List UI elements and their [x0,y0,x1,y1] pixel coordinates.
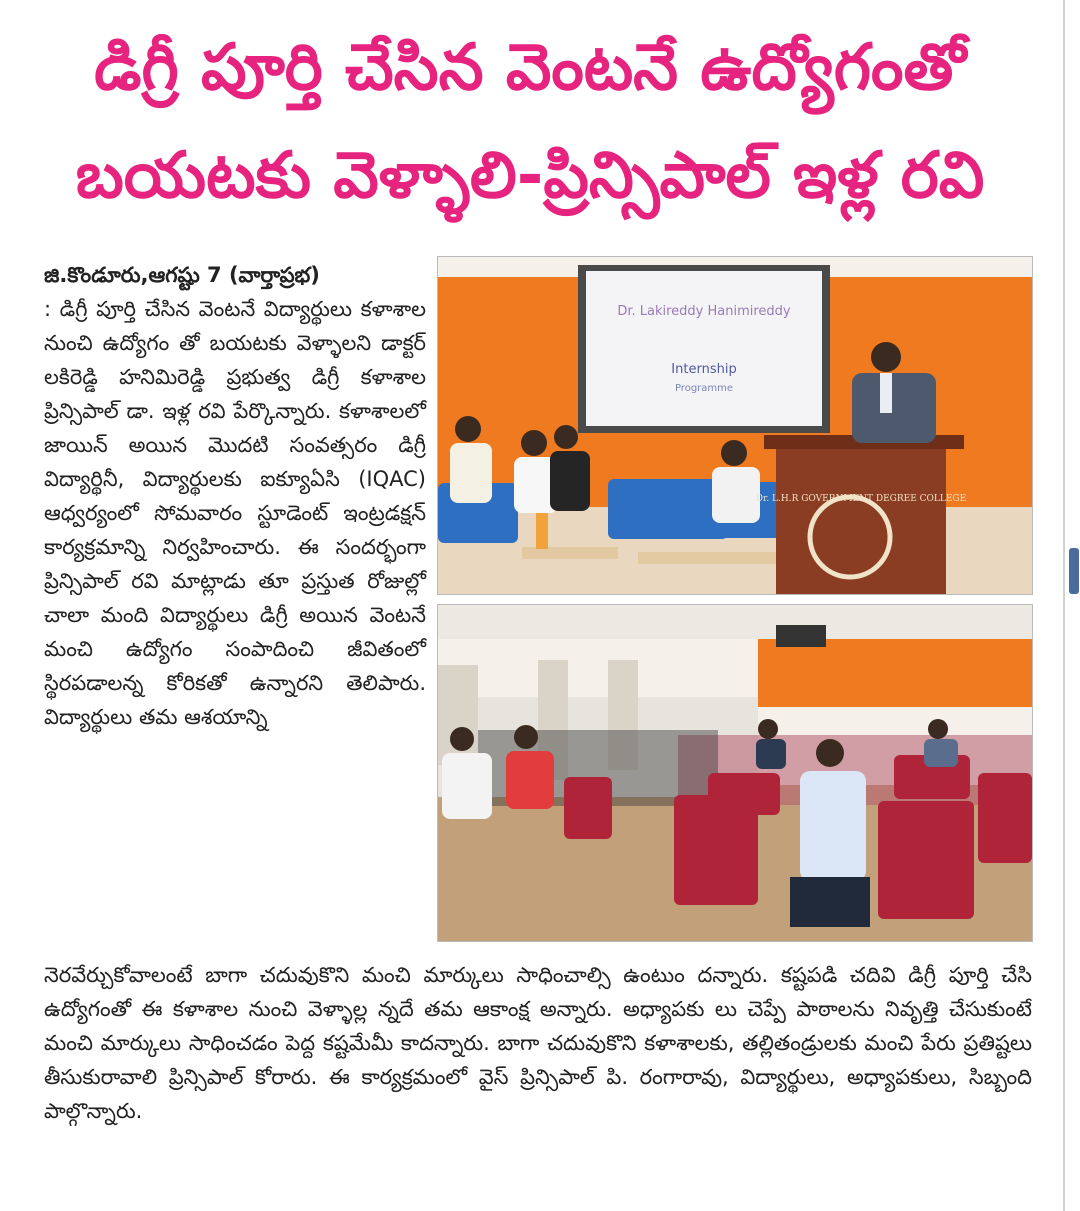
headline [20,14,1040,230]
article-wide: నెరవేర్చుకోవాలంటే బాగా చదువుకొని మంచి మార్కులు సాధించాల్సి ఉంటుం దన్నారు. కష్టపడి చదివి డిగ్రీ పూర్తి చేసి ఉద్యోగంతో ఈ కళాశాల నుంచి వెళ్ళాల్ల న్నదే తమ ఆకాంక్ష అన్నారు. అధ్యాపకు లు చెప్పే పాఠాలను నివృత్తి చేసుకుంటే మంచి మార్కులు సాధించడం పెద్ద కష్టమేమీ కాదన్నారు. బాగా చదువుకొని కళాశాలకు, తల్లితండ్రులకు మంచి పేరు ప్రతిష్టలు తీసుకురావాలి ప్రిన్సిపాల్ కోరారు. ఈ కార్యక్రమంలో వైస్ ప్రిన్సిపాల్ పి. రంగారావు, విద్యార్థులు, అధ్యాపకులు, సిబ్బంది పాల్గొన్నారు. [44,963,1032,1123]
stage-photo [437,256,1033,595]
headline-line-2: బయటకు వెళ్ళాలి-ప్రిన్సిపాల్ ఇళ్ల రవి [75,139,985,213]
adjacent-column-marker [1069,548,1079,594]
headline-line-1: డిగ్రీ పూర్తి చేసిన వెంటనే ఉద్యోగంతో [94,31,966,105]
adjacent-column-edge [1063,0,1080,1211]
audience-photo [437,604,1033,942]
podium-text: Dr. L.H.R GOVERNMENT DEGREE COLLEGE [755,494,967,504]
screen-text-1: Dr. Lakireddy Hanimireddy [617,304,791,319]
article-column [44,258,426,734]
screen-text-3: Programme [674,383,734,394]
article-column-text: : డిగ్రీ పూర్తి చేసిన వెంటనే విద్యార్థులు కళాశాల నుంచి ఉద్యోగం తో బయటకు వెళ్ళాలని డాక్టర్ లకిరెడ్డి హనిమిరెడ్డి ప్రభుత్వ డిగ్రీ కళాశాల ప్రిన్సిపాల్ డా. ఇళ్ల రవి పేర్కొన్నారు. కళాశాలలో జాయిన్ అయిన మొదటి సంవత్సరం డిగ్రీ విద్యార్థినీ, విద్యార్థులకు ఐక్యూఏసి (IQAC) ఆధ్వర్యంలో సోమవారం స్టూడెంట్ ఇంట్రడక్షన్ కార్యక్రమాన్ని నిర్వహించారు. ఈ సందర్భంగా ప్రిన్సిపాల్ రవి మాట్లాడు తూ ప్రస్తుత రోజుల్లో చాలా మంది విద్యార్థులు డిగ్రీ అయిన వెంటనే మంచి ఉద్యోగం సంపాదించి జీవితంలో స్థిరపడాలన్న కోరికతో ఉన్నారని తెలిపారు. విద్యార్థులు తమ ఆశయాన్ని [44,297,426,729]
dateline: జి.కొండూరు,ఆగష్టు 7 (వార్తాప్రభ) [44,263,320,287]
screen-text-2: Internship [671,362,737,377]
